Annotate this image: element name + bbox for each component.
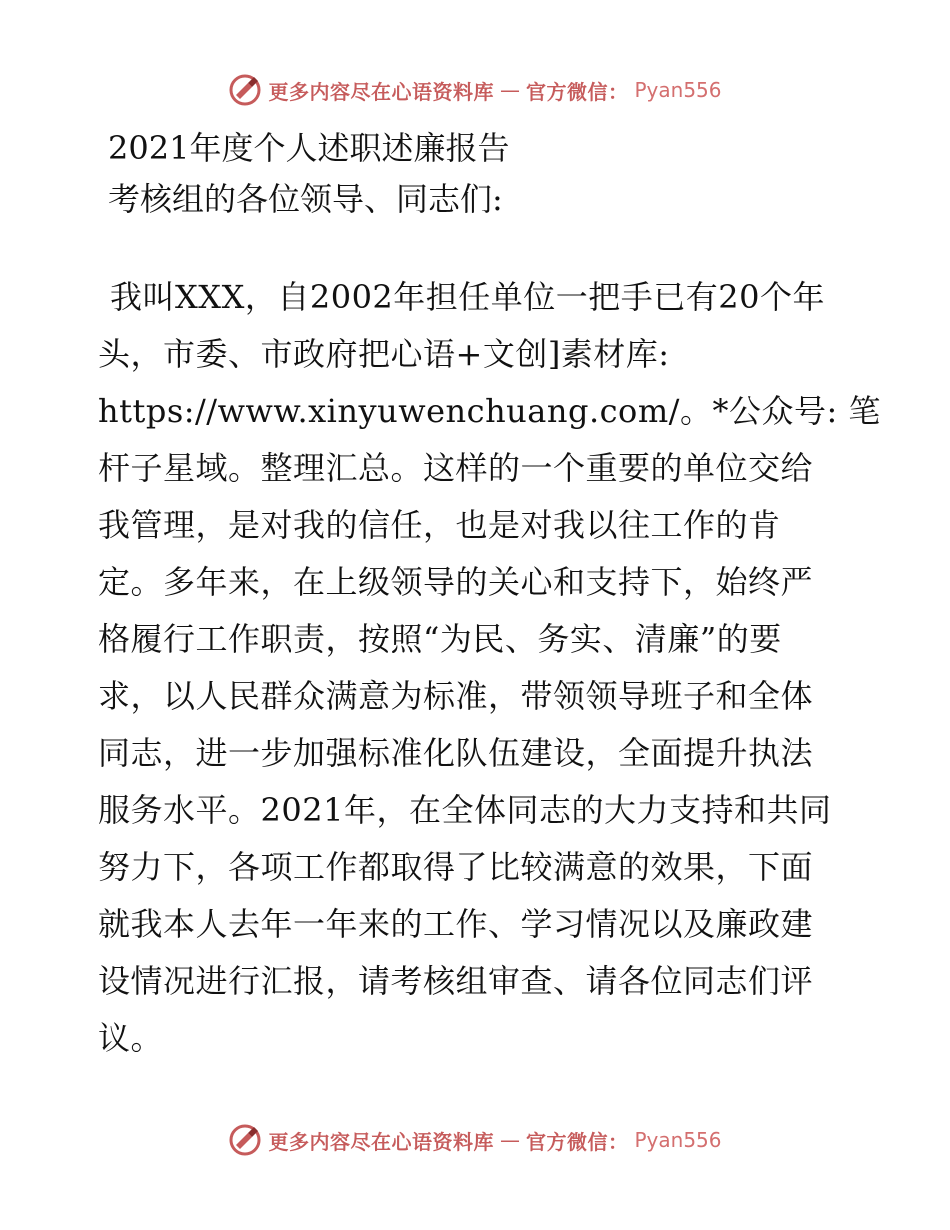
body-line: 设情况进行汇报，请考核组审查、请各位同志们评 (98, 962, 814, 1000)
document-title: 2021年度个人述职述廉报告 (108, 129, 510, 167)
body-line: 杆子星域。整理汇总。这样的一个重要的单位交给 (98, 449, 814, 487)
body-line: 求，以人民群众满意为标准，带领领导班子和全体 (98, 677, 814, 715)
banner-official-label: 官方微信： (525, 1129, 629, 1154)
banner-account-id: Pyan556 (634, 1128, 722, 1152)
body-line: 我管理，是对我的信任，也是对我以往工作的肯 (98, 506, 781, 544)
document-salutation: 考核组的各位领导、同志们: (108, 180, 503, 218)
body-line: 努力下，各项工作都取得了比较满意的效果，下面 (98, 848, 814, 886)
body-line: 服务水平。2021年，在全体同志的大力支持和共同 (98, 791, 832, 829)
brand-logo-icon (228, 73, 262, 107)
body-line: 头，市委、市政府把心语+文创]素材库: (98, 335, 670, 373)
body-line: 同志，进一步加强标准化队伍建设，全面提升执法 (98, 734, 814, 772)
banner-dash: — (499, 1128, 520, 1152)
body-line: 定。多年来，在上级领导的关心和支持下，始终严 (98, 563, 814, 601)
header-watermark-banner (0, 70, 950, 110)
banner-slogan: 更多内容尽在心语资料库 (268, 1129, 494, 1154)
document-body (98, 269, 898, 1067)
banner-official-label: 官方微信： (525, 79, 629, 104)
banner-slogan: 更多内容尽在心语资料库 (268, 79, 494, 104)
banner-account-id: Pyan556 (634, 78, 722, 102)
banner-dash: — (499, 78, 520, 102)
body-line: 就我本人去年一年来的工作、学习情况以及廉政建 (98, 905, 814, 943)
body-line: 格履行工作职责，按照“为民、务实、清廉”的要 (98, 620, 782, 658)
footer-watermark-banner (0, 1120, 950, 1160)
body-line: 我叫XXX，自2002年担任单位一把手已有20个年 (110, 278, 826, 316)
body-line: https://www.xinyuwenchuang.com/。*公众号: 笔 (98, 392, 881, 430)
body-line: 议。 (98, 1019, 164, 1057)
brand-logo-icon (228, 1123, 262, 1157)
